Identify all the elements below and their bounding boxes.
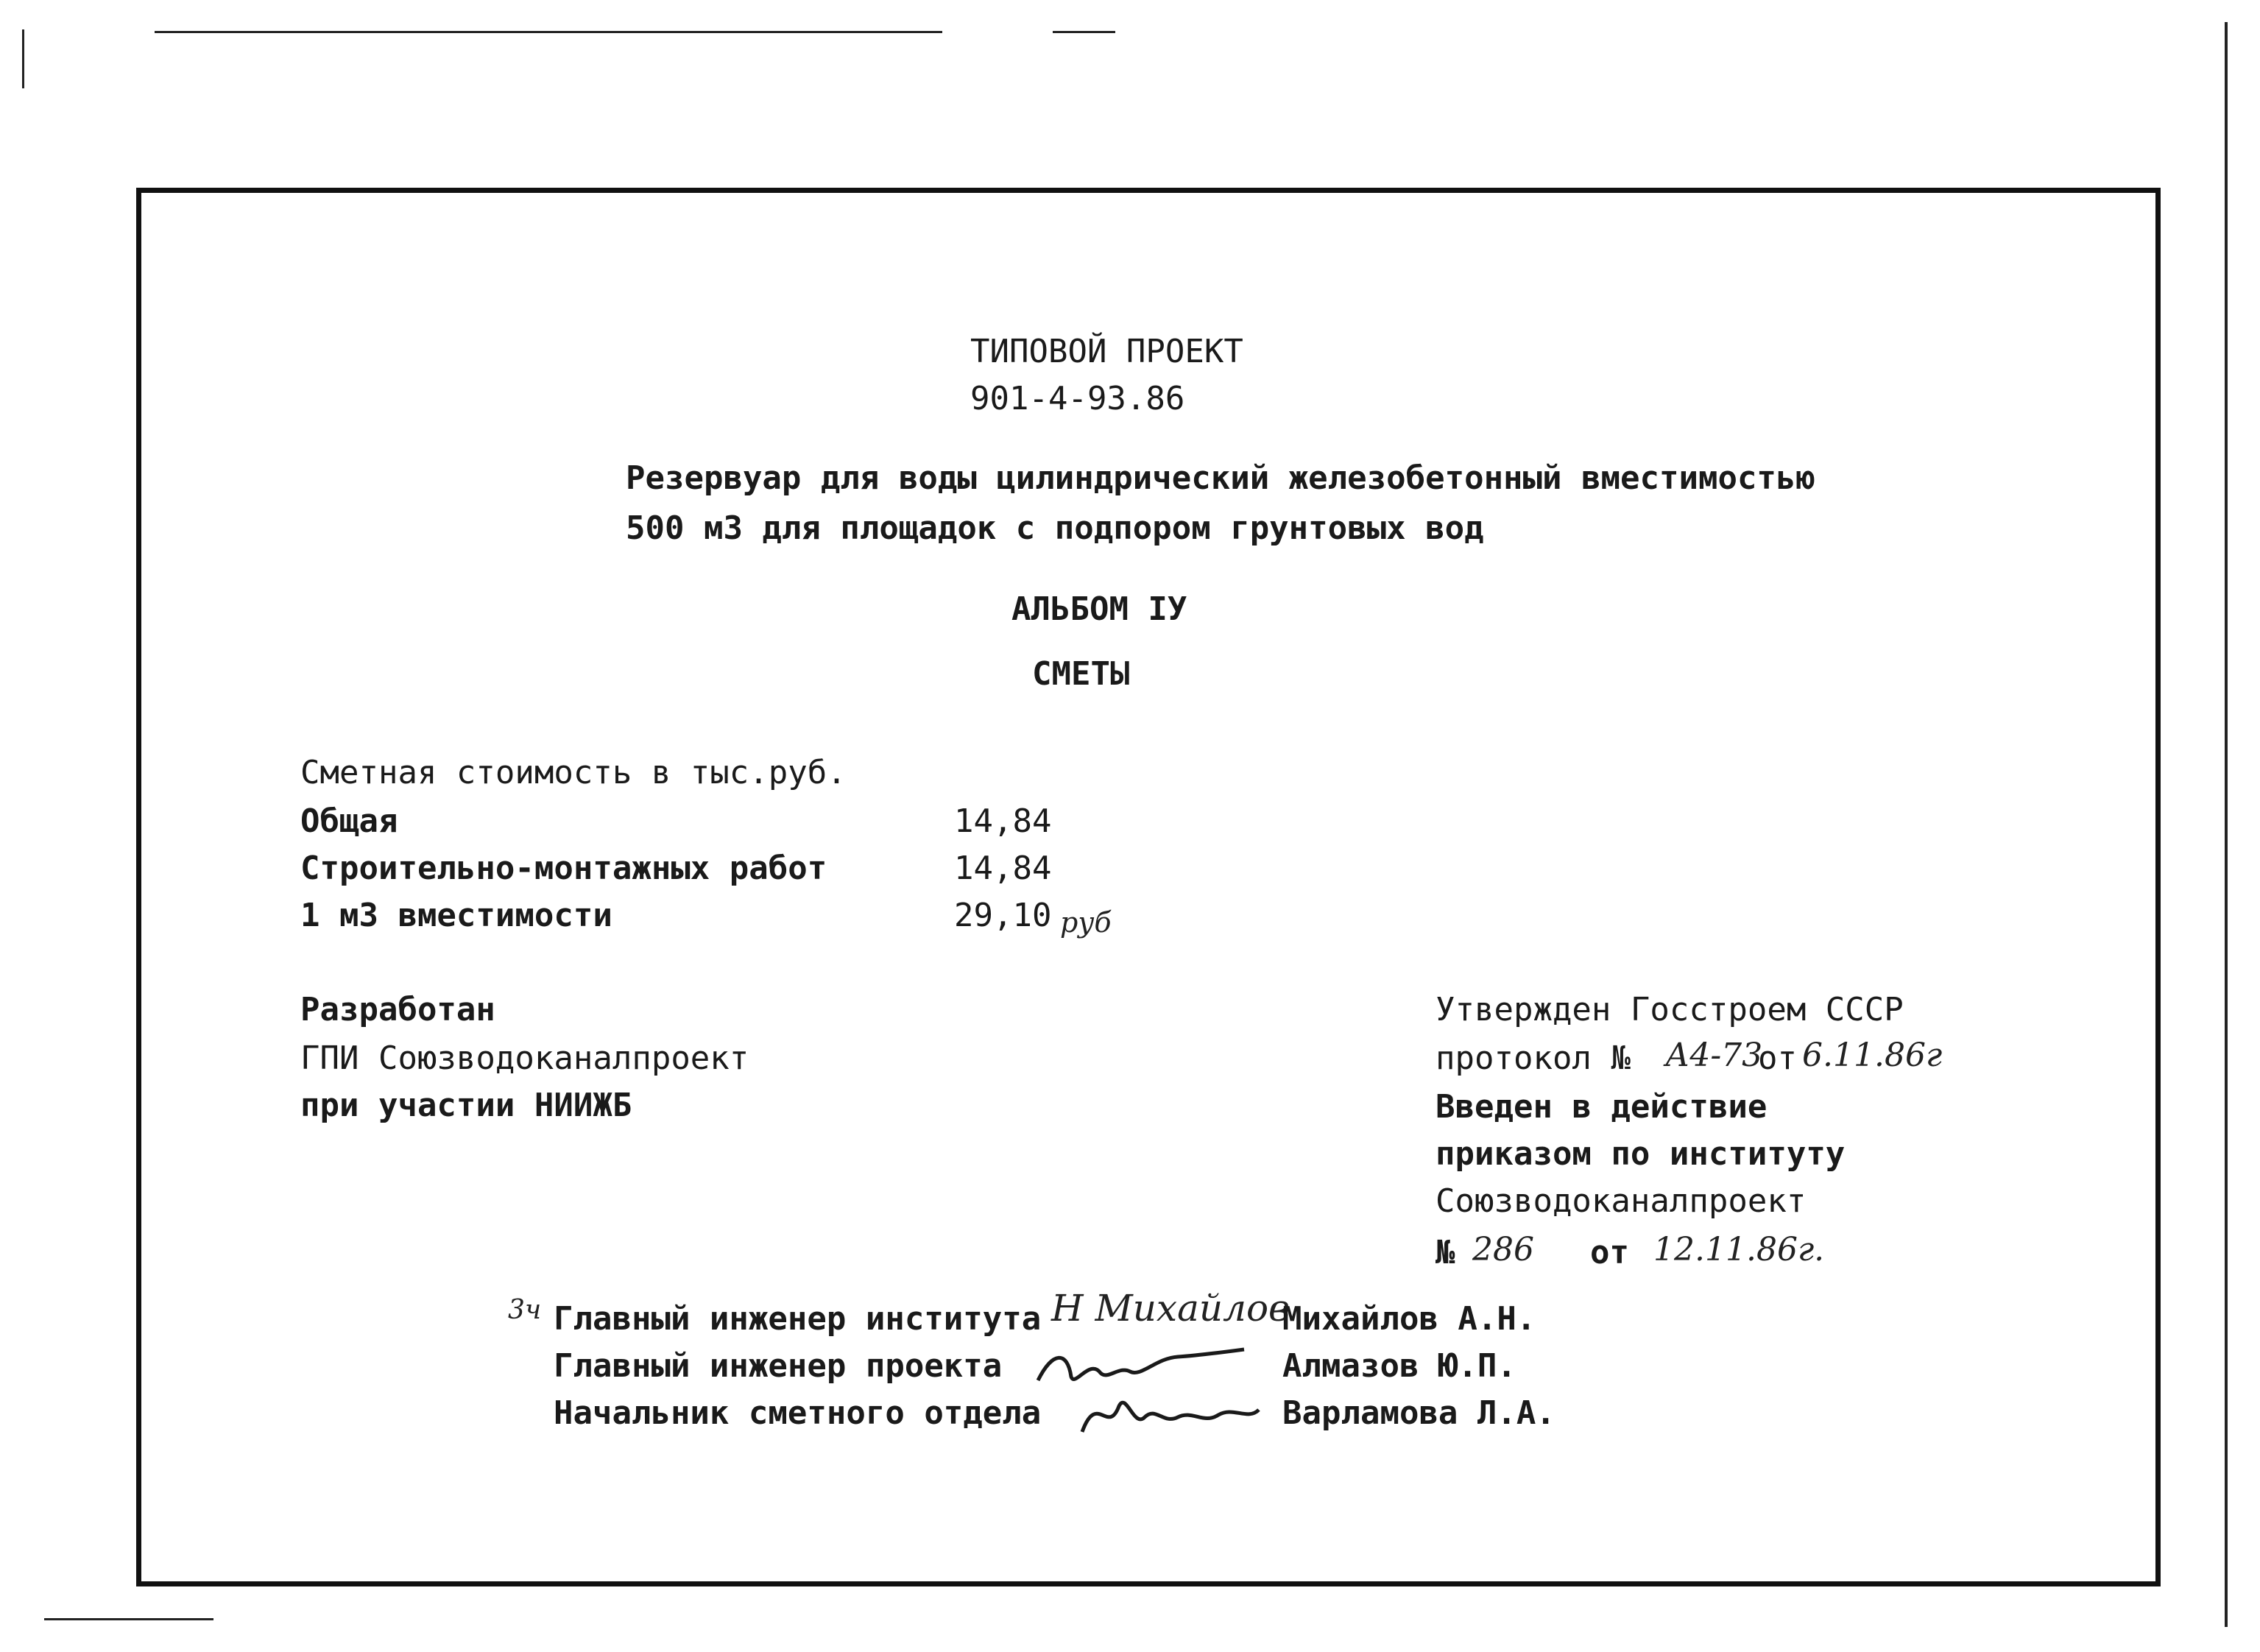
scan-edge-top (155, 31, 942, 33)
signature-position-3: Начальник сметного отдела (554, 1394, 1042, 1432)
approval-order-number: 286 (1472, 1231, 1534, 1268)
cost-value-total: 14,84 (954, 802, 1052, 840)
signature-handwritten-1: Н Михайлов (1051, 1287, 1290, 1330)
description-line2: 500 м3 для площадок с подпором грунтовых вод (626, 509, 1484, 547)
cost-value-per-m3: 29,10 (954, 897, 1052, 934)
approval-protocol-date: 6.11.86г (1802, 1037, 1943, 1074)
album-title: АЛЬБОМ IУ (1011, 590, 1187, 628)
scan-edge-bottom (44, 1618, 213, 1620)
cost-unit-handwritten: руб (1060, 906, 1112, 939)
approval-protocol-from: от (1758, 1039, 1797, 1077)
scan-edge-right (2225, 22, 2228, 1627)
project-number: 901-4-93.86 (970, 380, 1185, 417)
cost-label-per-m3: 1 м3 вместимости (300, 897, 612, 934)
approval-line5: Союзводоканалпроект (1436, 1182, 1807, 1220)
developer-line3: при участии НИИЖБ (300, 1087, 632, 1124)
section-title: СМЕТЫ (1032, 655, 1130, 693)
approval-protocol-label: протокол № (1436, 1039, 1631, 1077)
scan-edge-top-short (1053, 31, 1115, 33)
cost-label-total: Общая (300, 802, 398, 840)
approval-order-label: № (1436, 1234, 1455, 1271)
signature-scribble-3 (1075, 1384, 1266, 1443)
signature-position-2: Главный инженер проекта (554, 1347, 1003, 1385)
cost-label-construction: Строительно-монтажных работ (300, 850, 827, 887)
approval-order-from: от (1590, 1234, 1629, 1271)
approval-line1: Утвержден Госстроем СССР (1436, 991, 1904, 1028)
description-line1: Резервуар для воды цилиндрический железобетонный вместимостью (626, 459, 1815, 497)
signature-name-3: Варламова Л.А. (1282, 1394, 1555, 1432)
project-type: ТИПОВОЙ ПРОЕКТ (970, 333, 1243, 370)
approval-line3: Введен в действие (1436, 1088, 1768, 1126)
approval-order-date: 12.11.86г. (1653, 1231, 1825, 1268)
cost-value-construction: 14,84 (954, 850, 1052, 887)
approval-line4: приказом по институту (1436, 1135, 1846, 1173)
signature-name-2: Алмазов Ю.П. (1282, 1347, 1516, 1385)
developer-line2: ГПИ Союзводоканалпроект (300, 1039, 749, 1077)
developer-line1: Разработан (300, 991, 495, 1028)
scan-edge-left (22, 29, 24, 88)
approval-protocol-number: А4-73 (1665, 1037, 1763, 1074)
signature-name-1: Михайлов А.Н. (1282, 1300, 1536, 1338)
signature-position-1: Главный инженер института (554, 1300, 1042, 1338)
cost-heading: Сметная стоимость в тыс.руб. (300, 754, 847, 791)
signature-prefix: 3ч (508, 1295, 542, 1325)
